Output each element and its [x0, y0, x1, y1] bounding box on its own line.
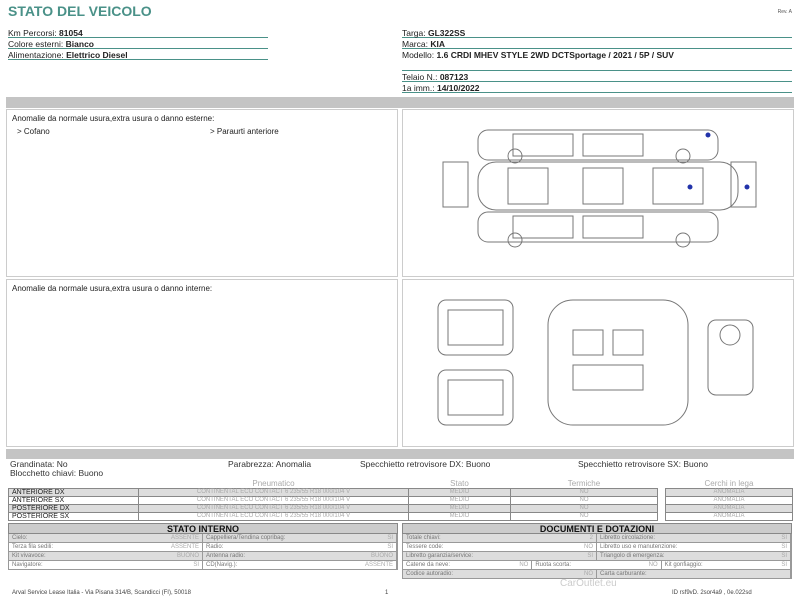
table-cell [403, 543, 597, 551]
table-cell [9, 543, 203, 551]
info-label: 1a imm.: [402, 83, 435, 93]
cell-value: SI [387, 544, 393, 550]
tyre-model: CONTINENTAL ECO CONTACT 6 235/55 R18 000/104 V [139, 505, 409, 513]
tyre-position: POSTERIORE DX [9, 505, 139, 513]
info-row [8, 50, 268, 60]
info-row [402, 72, 792, 82]
info-label: Marca: [402, 39, 428, 49]
header-stato: Stato [409, 479, 511, 489]
table-row [8, 561, 398, 570]
table-cell [203, 561, 397, 569]
cell-value: NO [584, 571, 593, 577]
section-band [6, 97, 794, 108]
info-row [402, 50, 792, 71]
cerchi-value: ANOMALIA [666, 505, 793, 513]
info-value: 81054 [59, 28, 83, 38]
table-cell [532, 561, 661, 569]
info-row [402, 39, 792, 49]
table-cell [203, 534, 397, 542]
header-pneumatico: Pneumatico [139, 479, 409, 489]
cell-label: Triangolo di emergenza: [600, 553, 665, 559]
documenti-title: DOCUMENTI E DOTAZIONI [402, 523, 792, 534]
cell-value: ASSENTE [170, 544, 199, 550]
cell-value: SI [781, 553, 787, 559]
cerchi-value: ANOMALIA [666, 489, 793, 497]
table-cell [403, 561, 532, 569]
cell-value: SI [781, 544, 787, 550]
cell-value: NO [584, 544, 593, 550]
page-title: STATO DEL VEICOLO [8, 3, 152, 19]
cell-label: Kit gonfiaggio: [664, 562, 703, 568]
revision: Rev. A [777, 9, 792, 15]
tyre-termiche: NO [510, 505, 657, 513]
cell-value: SI [781, 535, 787, 541]
interior-anomalies-panel [6, 279, 398, 447]
table-cell [9, 534, 203, 542]
info-value: 087123 [439, 72, 469, 82]
cell-label: CD(Navig.): [206, 562, 238, 568]
info-label: Targa: [402, 28, 426, 38]
info-label: Modello: [402, 50, 435, 60]
header-termiche: Termiche [510, 479, 657, 489]
section-band [6, 449, 794, 459]
cell-label: Catene da neve: [406, 562, 451, 568]
tyre-model: CONTINENTAL ECO CONTACT 6 235/55 R18 000/104 V [139, 513, 409, 521]
exterior-item: > Paraurti anteriore [210, 127, 279, 136]
stato-interno-title: STATO INTERNO [8, 523, 398, 534]
exterior-diagram [402, 109, 794, 277]
specchietto-dx: Specchietto retrovisore DX: Buono [360, 459, 491, 469]
table-row [8, 543, 398, 552]
cerchi-table [665, 479, 793, 521]
parabrezza: Parabrezza: Anomalia [228, 459, 312, 469]
table-row [8, 534, 398, 543]
cell-value: ASSENTE [170, 535, 199, 541]
info-label: Km Percorsi: [8, 28, 57, 38]
table-cell [597, 552, 791, 560]
cerchi-row [666, 489, 793, 497]
table-row [402, 552, 792, 561]
cell-value: SI [781, 562, 787, 568]
table-cell [9, 552, 203, 560]
cerchi-value: ANOMALIA [666, 513, 793, 521]
blocchetto-chiavi: Blocchetto chiavi: Buono [10, 468, 104, 478]
tyre-stato: MEDIO [409, 497, 511, 505]
cell-label: Antenna radio: [206, 553, 246, 559]
cell-label: Libretto garanzia/service: [406, 553, 474, 559]
info-label: Alimentazione: [8, 50, 64, 60]
grandinata: Grandinata: No [10, 459, 68, 469]
table-row [402, 543, 792, 552]
cell-label: Navigatore: [12, 562, 43, 568]
tyres-table [8, 479, 658, 521]
info-row [8, 39, 268, 49]
info-label: Colore esterni: [8, 39, 64, 49]
tyre-stato: MEDIO [409, 513, 511, 521]
tyre-stato: MEDIO [409, 489, 511, 497]
table-row [8, 552, 398, 561]
cell-value: SI [387, 535, 393, 541]
cell-value: BUONO [370, 553, 393, 559]
info-value: GL322SS [428, 28, 466, 38]
cell-label: Kit vivavoce: [12, 553, 46, 559]
cell-label: Libretto circolazione: [600, 535, 656, 541]
footer-address: Arval Service Lease Italia - Via Pisana 314/B, Scandicci (FI), 50018 [12, 590, 191, 596]
tyre-termiche: NO [510, 513, 657, 521]
cell-value: NO [519, 562, 529, 568]
cell-value: ASSENTE [364, 562, 393, 568]
info-row [8, 28, 268, 38]
table-cell [597, 570, 791, 578]
cell-label: Cielo: [12, 535, 28, 541]
cell-label: Tessere code: [406, 544, 444, 550]
tyre-position: ANTERIORE SX [9, 497, 139, 505]
cerchi-row [666, 505, 793, 513]
table-cell [9, 561, 203, 569]
tyre-termiche: NO [510, 497, 657, 505]
documenti-table [402, 523, 792, 579]
table-cell [597, 534, 791, 542]
info-label: Telaio N.: [402, 72, 438, 82]
tyre-stato: MEDIO [409, 505, 511, 513]
page-number: 1 [385, 590, 389, 596]
cell-value: BUONO [176, 553, 199, 559]
table-cell [403, 552, 597, 560]
table-row [402, 534, 792, 543]
exterior-anomalies-panel [6, 109, 398, 277]
table-row [402, 561, 792, 570]
table-cell [662, 561, 791, 569]
table-cell [403, 534, 597, 542]
cell-value: NO [648, 562, 658, 568]
info-value: Elettrico Diesel [66, 50, 128, 60]
info-value: 1.6 CRDI MHEV STYLE 2WD DCTSportage / 2021 / 5P / SUV [436, 50, 674, 60]
cell-label: Terza fila sedili: [12, 544, 54, 550]
table-cell [403, 570, 597, 578]
exterior-item: > Cofano [17, 127, 50, 136]
info-value: 14/10/2022 [436, 83, 480, 93]
cell-label: Carta carburante: [600, 571, 647, 577]
tyre-model: CONTINENTAL ECO CONTACT 6 235/55 R18 000/104 V [139, 497, 409, 505]
cell-label: Libretto uso e manutenzione: [600, 544, 678, 550]
tyre-row [9, 513, 658, 521]
tyre-row [9, 505, 658, 513]
exterior-title: Anomalie da normale usura,extra usura o danno esterne: [12, 114, 215, 123]
cerchi-value: ANOMALIA [666, 497, 793, 505]
tyre-position: POSTERIORE SX [9, 513, 139, 521]
tyre-row [9, 489, 658, 497]
cerchi-row [666, 513, 793, 521]
tyre-model: CONTINENTAL ECO CONTACT 6 235/55 R18 000/104 V [139, 489, 409, 497]
cell-label: Codice autoradio: [406, 571, 454, 577]
info-row [402, 28, 792, 38]
info-row [402, 83, 792, 93]
cell-value: SI [193, 562, 199, 568]
header-cerchi: Cerchi in lega [666, 479, 793, 489]
car-interior-drawing [403, 280, 793, 446]
cell-label: Ruota scorta: [535, 562, 572, 568]
tyre-termiche: NO [510, 489, 657, 497]
table-cell [203, 552, 397, 560]
watermark-logo: CarOutlet.eu [560, 578, 617, 589]
footer-code: ID rsf9vD. 2sor4a9 , 0e.022sd [672, 590, 752, 596]
interior-diagram [402, 279, 794, 447]
car-exterior-drawing [403, 110, 793, 276]
cell-label: Cappelliera/Tendina copribag: [206, 535, 286, 541]
info-value: Bianco [65, 39, 94, 49]
table-cell [597, 543, 791, 551]
info-value: KIA [430, 39, 445, 49]
cell-value: 2 [589, 535, 593, 541]
cell-label: Totale chiavi: [406, 535, 441, 541]
tyre-row [9, 497, 658, 505]
interior-title: Anomalie da normale usura,extra usura o danno interne: [12, 284, 213, 293]
tyre-position: ANTERIORE DX [9, 489, 139, 497]
cerchi-row [666, 497, 793, 505]
specchietto-sx: Specchietto retrovisore SX: Buono [578, 459, 708, 469]
table-cell [203, 543, 397, 551]
cell-value: SI [587, 553, 593, 559]
stato-interno-table [8, 523, 398, 570]
cell-label: Radio: [206, 544, 224, 550]
